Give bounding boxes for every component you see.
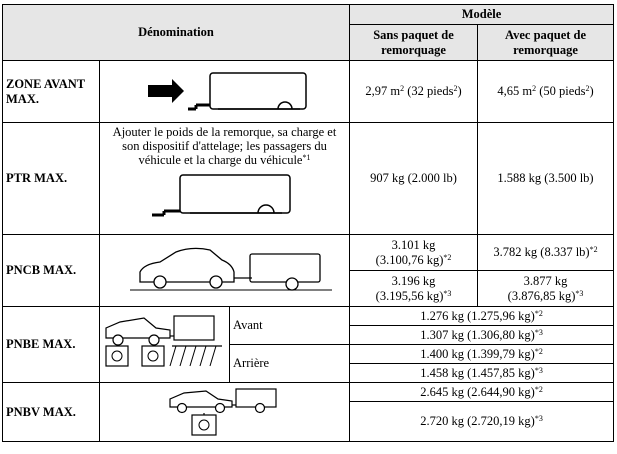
ptr-description: Ajouter le poids de la remorque, sa charge et son dispositif d'attelage; les passagers du véhicule et la charge du véhicule$^{*1}$ <box>112 125 337 167</box>
row-pnbv-1 <box>3 383 614 402</box>
pnbv-value-1: 2.645 kg (2.644,90 kg)$^{*2}$ <box>350 383 614 402</box>
header-denomination: Dénomination <box>3 5 350 61</box>
header-row-1 <box>3 5 614 25</box>
pncb-with-a: 3.782 kg (8.337 lb)$^{*2}$ <box>478 235 614 271</box>
pnbe-value-4: 1.458 kg (1.457,85 kg)$^{*3}$ <box>350 364 614 383</box>
pncb-with-b: 3.877 kg (3.876,85 kg)$^{*3}$ <box>478 271 614 307</box>
vehicle-on-scale-icon <box>100 383 350 441</box>
row-label-ptr: PTR MAX. <box>3 123 100 235</box>
arrow-and-trailer-icon <box>100 63 350 121</box>
header-without-towing: Sans paquet de remorquage <box>350 25 478 61</box>
pnbe-front-label: Avant <box>230 307 350 345</box>
row-zone <box>3 61 614 123</box>
pnbe-value-1: 1.276 kg (1.275,96 kg)$^{*2}$ <box>350 307 614 326</box>
header-with-towing: Avec paquet de remorquage <box>478 25 614 61</box>
ptr-cell <box>100 123 350 235</box>
row-label-pncb: PNCB MAX. <box>3 235 100 307</box>
row-pncb-1 <box>3 235 614 271</box>
towing-spec-table <box>2 4 614 442</box>
ptr-without: 907 kg (2.000 lb) <box>350 123 478 235</box>
pnbe-value-2: 1.307 kg (1.306,80 kg)$^{*3}$ <box>350 326 614 345</box>
row-pnbe-1 <box>3 307 614 326</box>
pnbe-value-3: 1.400 kg (1.399,79 kg)$^{*2}$ <box>350 345 614 364</box>
zone-with: 4,65 $m^2$ (50 pieds$^2$) <box>478 61 614 123</box>
pncb-illustration <box>100 235 350 307</box>
ptr-with: 1.588 kg (3.500 lb) <box>478 123 614 235</box>
row-label-zone: ZONE AVANT MAX. <box>3 61 100 123</box>
trailer-hitch-icon <box>100 169 350 225</box>
pnbv-illustration <box>100 383 350 442</box>
pnbe-illustration <box>100 307 230 383</box>
pncb-without-a: 3.101 kg (3.100,76 kg)$^{*2}$ <box>350 235 478 271</box>
car-towing-trailer-icon <box>100 238 350 304</box>
row-label-pnbe: PNBE MAX. <box>3 307 100 383</box>
pnbe-rear-label: Arrière <box>230 345 350 383</box>
pncb-without-b: 3.196 kg (3.195,56 kg)$^{*3}$ <box>350 271 478 307</box>
zone-without: 2,97 $m^2$ (32 pieds$^2$) <box>350 61 478 123</box>
pnbv-value-2: 2.720 kg (2.720,19 kg)$^{*3}$ <box>350 402 614 442</box>
header-model: Modèle <box>350 5 614 25</box>
zone-illustration <box>100 61 350 123</box>
row-ptr <box>3 123 614 235</box>
row-label-pnbv: PNBV MAX. <box>3 383 100 442</box>
axle-scales-icon <box>100 308 228 382</box>
